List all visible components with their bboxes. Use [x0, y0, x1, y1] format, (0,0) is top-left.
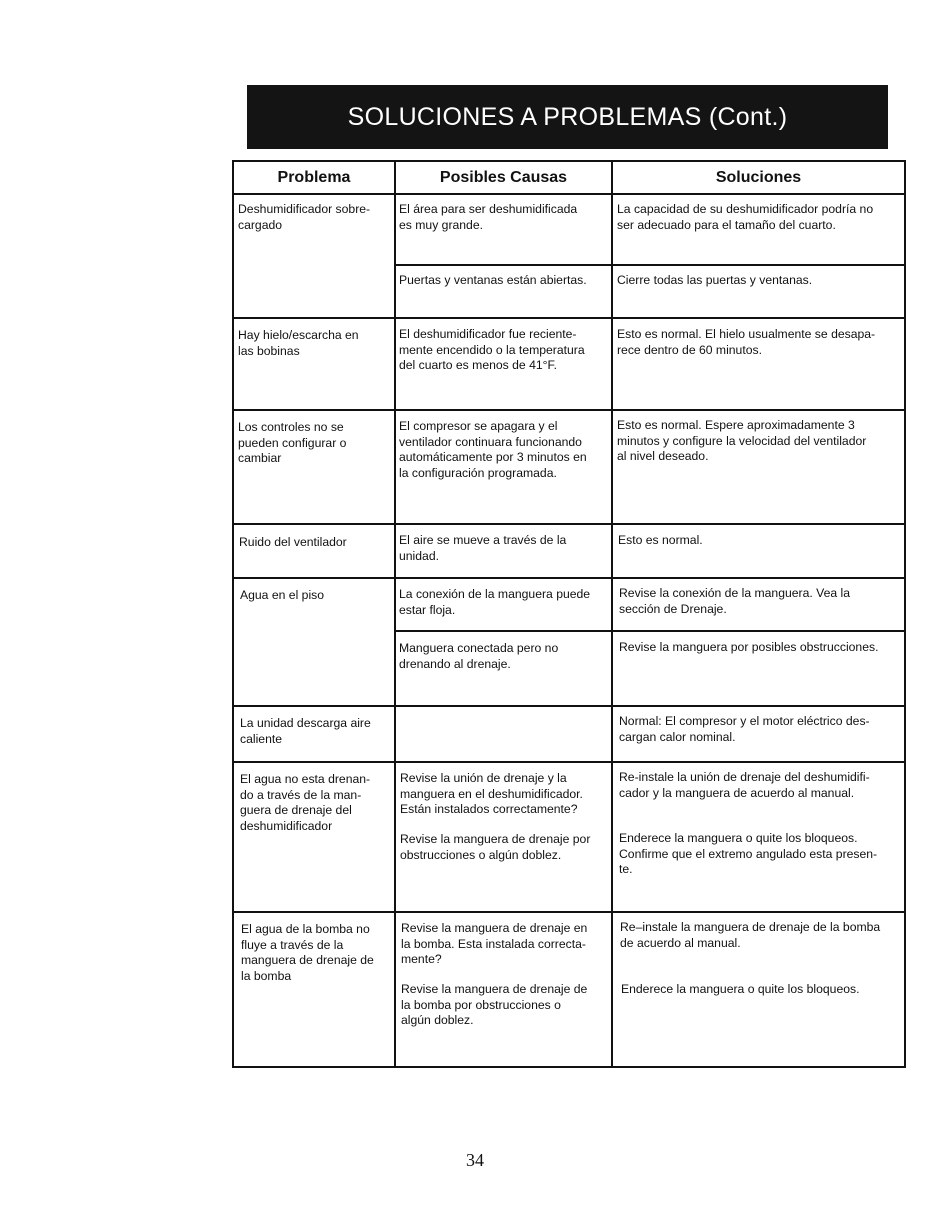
row-divider	[232, 577, 905, 579]
row-divider	[394, 264, 905, 266]
page-number: 34	[466, 1150, 484, 1170]
cell-solucion: Revise la manguera por posibles obstrucciones.	[619, 640, 879, 654]
cell-causa: El compresor se apagara y el ventilador continuara funcionando automáticamente por 3 minutos en la configuración programada.	[399, 419, 587, 480]
cell-problema: El agua no esta drenan- do a través de la man- guera de drenaje del deshumidificador	[240, 772, 371, 833]
column-divider-2	[611, 160, 613, 1067]
header-soluciones: Soluciones	[715, 169, 802, 186]
table-bottom-border	[232, 1066, 906, 1068]
page-title: SOLUCIONES A PROBLEMAS (Cont.)	[347, 102, 788, 131]
cell-problema: Los controles no se pueden configurar o cambiar	[238, 420, 347, 466]
cell-solucion: Re-instale la unión de drenaje del deshumidifi- cador y la manguera de acuerdo al manual.	[619, 770, 870, 800]
cell-causa: Puertas y ventanas están abiertas.	[399, 273, 587, 287]
header-posibles-causas: Posibles Causas	[439, 169, 568, 186]
column-divider-1	[394, 160, 396, 1067]
cell-causa: El área para ser deshumidificada es muy grande.	[399, 202, 578, 232]
table-left-border	[232, 160, 234, 1067]
row-divider	[232, 911, 905, 913]
header-problema: Problema	[277, 169, 351, 186]
cell-solucion: Cierre todas las puertas y ventanas.	[617, 273, 813, 287]
cell-solucion: La capacidad de su deshumidificador podría no ser adecuado para el tamaño del cuarto.	[617, 202, 874, 232]
cell-causa-secondary: Revise la manguera de drenaje de la bomba por obstrucciones o algún doblez.	[401, 982, 588, 1028]
cell-solucion-secondary: Enderece la manguera o quite los bloqueos.	[621, 982, 860, 996]
cell-solucion: Revise la conexión de la manguera. Vea la sección de Drenaje.	[619, 586, 851, 616]
cell-solucion: Re–instale la manguera de drenaje de la bomba de acuerdo al manual.	[620, 920, 881, 950]
table-top-border	[232, 160, 905, 162]
cell-solucion-secondary: Enderece la manguera o quite los bloqueos. Confirme que el extremo angulado esta presen- te.	[619, 831, 878, 877]
row-divider	[232, 409, 905, 411]
cell-solucion: Esto es normal.	[618, 533, 703, 547]
cell-problema: Agua en el piso	[240, 588, 325, 602]
cell-causa: Revise la unión de drenaje y la manguera en el deshumidificador. Están instalados correctamente?	[400, 771, 583, 817]
cell-causa-secondary: Revise la manguera de drenaje por obstrucciones o algún doblez.	[400, 832, 591, 862]
row-divider	[232, 317, 905, 319]
row-divider	[394, 630, 905, 632]
row-divider	[232, 705, 905, 707]
cell-solucion: Esto es normal. Espere aproximadamente 3 minutos y configure la velocidad del ventilador al nivel deseado.	[617, 418, 867, 464]
header-bottom-border	[232, 193, 905, 195]
cell-causa: Manguera conectada pero no drenando al drenaje.	[399, 641, 559, 671]
cell-causa: La conexión de la manguera puede estar floja.	[399, 587, 591, 617]
cell-problema: Deshumidificador sobre- cargado	[238, 202, 371, 232]
cell-problema: La unidad descarga aire caliente	[240, 716, 371, 746]
row-divider	[232, 523, 905, 525]
cell-causa: Revise la manguera de drenaje en la bomba. Esta instalada correcta- mente?	[401, 921, 588, 967]
cell-causa: El aire se mueve a través de la unidad.	[399, 533, 567, 563]
cell-solucion: Esto es normal. El hielo usualmente se desapa- rece dentro de 60 minutos.	[617, 327, 876, 357]
cell-problema: Hay hielo/escarcha en las bobinas	[238, 328, 359, 358]
cell-solucion: Normal: El compresor y el motor eléctrico des- cargan calor nominal.	[619, 714, 870, 744]
cell-problema: Ruido del ventilador	[239, 535, 347, 549]
cell-problema: El agua de la bomba no fluye a través de la manguera de drenaje de la bomba	[241, 922, 374, 983]
row-divider	[232, 761, 905, 763]
cell-causa: El deshumidificador fue reciente- mente encendido o la temperatura del cuarto es menos de 41°F.	[399, 327, 585, 373]
